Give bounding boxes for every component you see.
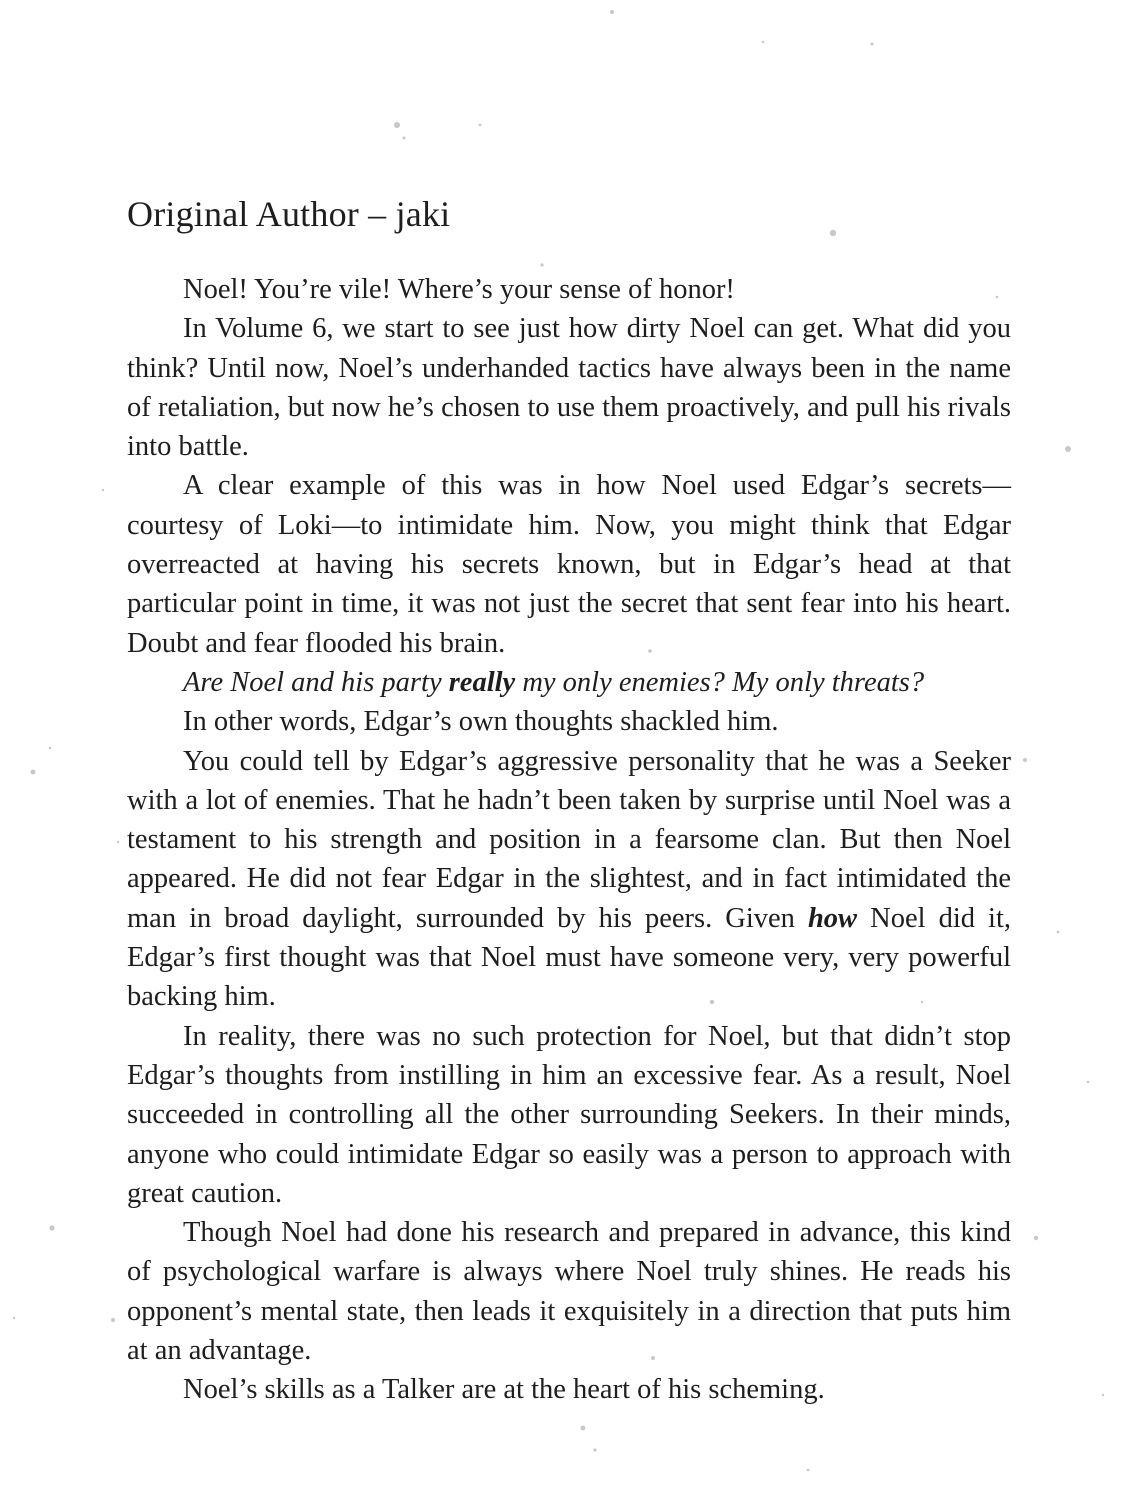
paragraph-7: In reality, there was no such protection for Noel, but that didn’t stop Edgar’s thoughts from instilling in him an excessive fear. As a result, Noel succeeded in controlling all the other surrounding Seekers. In their minds, anyone who could intimidate Edgar so easily was a person to approach with great caution.: [127, 1020, 1011, 1209]
paragraph-4-thought: [127, 663, 1011, 702]
thought-text-end: my only enemies? My only threats?: [515, 666, 925, 698]
paragraph-2: In Volume 6, we start to see just how dirty Noel can get. What did you think? Until now, Noel’s underhanded tactics have always been in the name of retaliation, but now he’s chosen to use them proactively, and pull his rivals into battle.: [127, 313, 1011, 463]
paragraph-6-end: Noel did it, Edgar’s first thought was that Noel must have someone very, very powerful backing him.: [127, 902, 1011, 1013]
thought-emphasis: really: [448, 666, 516, 698]
paragraph-8: Though Noel had done his research and prepared in advance, this kind of psychological warfare is always where Noel truly shines. He reads his opponent’s mental state, then leads it exquisitely in a direction that puts him at an advantage.: [127, 1217, 1011, 1367]
paragraph-6: [127, 742, 1011, 1017]
page-content: [127, 192, 1011, 1410]
paragraph-5: In other words, Edgar’s own thoughts shackled him.: [183, 706, 779, 738]
emphasized-how: how: [807, 902, 858, 934]
paragraph-6-start: You could tell by Edgar’s aggressive personality that he was a Seeker with a lot of enemies. That he hadn’t been taken by surprise until Noel was a testament to his strength and position in a fearsome clan. But then Noel appeared. He did not fear Edgar in the slightest, and in fact intimidated the man in broad daylight, surrounded by his peers. Given: [127, 745, 1011, 934]
paragraph-3: A clear example of this was in how Noel used Edgar’s secrets—courtesy of Loki—to intimidate him. Now, you might think that Edgar overreacted at having his secrets known, but in Edgar’s head at that particular point in time, it was not just the secret that sent fear into his heart. Doubt and fear flooded his brain.: [127, 470, 1011, 659]
afterword-heading: Original Author – jaki: [127, 194, 451, 234]
paragraph-1: Noel! You’re vile! Where’s your sense of honor!: [183, 274, 735, 305]
thought-text-start: Are Noel and his party: [183, 666, 449, 698]
afterword-body: [127, 270, 1011, 1410]
paragraph-9: Noel’s skills as a Talker are at the heart of his scheming.: [183, 1374, 825, 1406]
